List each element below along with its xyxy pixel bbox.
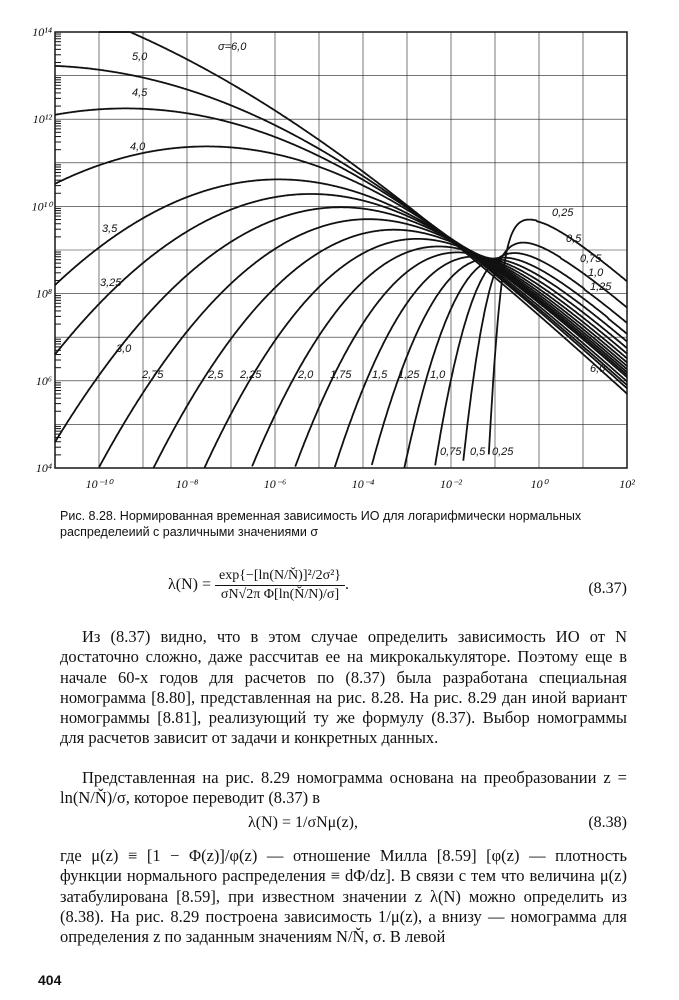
- eq1-numerator: exp{−[ln(N/Ň)]²/2σ²}: [215, 568, 345, 586]
- y-tick-label: 10⁸: [35, 286, 52, 301]
- eq1-number: (8.37): [588, 580, 627, 597]
- curve-3,5: [55, 179, 627, 377]
- curve-label: 1,0: [588, 267, 604, 279]
- y-tick-label: 10¹⁴: [32, 25, 52, 39]
- x-tick-label: 10²: [619, 477, 635, 491]
- curve-label: 1,25: [590, 281, 612, 293]
- curve-label: 0,5: [566, 233, 582, 245]
- curve-label: 2,0: [298, 369, 314, 381]
- page-number: 404: [38, 972, 62, 988]
- curve-3,0: [55, 207, 627, 442]
- chart-labels: [100, 41, 612, 458]
- chart-ticks: [32, 25, 636, 491]
- curve-label: 1,25: [398, 369, 420, 381]
- curve-label: σ=6,0: [218, 41, 247, 53]
- curve-label: 3,5: [102, 223, 118, 235]
- eq2-number: (8.38): [588, 814, 627, 831]
- curve-label: 0,25: [552, 207, 574, 219]
- curve-5,0: [55, 66, 627, 388]
- equation-8-37: [168, 568, 349, 603]
- eq1-tail: .: [345, 576, 350, 594]
- paragraph-1: Из (8.37) видно, что в этом случае определить зависимость ИО от N достаточно сложно, даже рассчитав ее на микрокалькуляторе. Поэтому еще в начале 60-х годов для расчетов по (8.37) была разработана специальная номограмма [8.80], представленная на рис. 8.28. На рис. 8.29 дан иной вариант номограммы [8.81], реализующий ту же формулу (8.37). Выбор номограммы для расчетов зависит от задачи и конкретных данных.: [60, 627, 627, 748]
- curve-label: 0,75: [440, 446, 462, 458]
- curve-label: 1,75: [330, 369, 352, 381]
- curve-label: 1,0: [430, 369, 446, 381]
- curve-label: 3,25: [100, 277, 122, 289]
- x-tick-label: 10⁻⁶: [263, 477, 287, 491]
- x-tick-label: 10⁻¹⁰: [85, 477, 113, 491]
- x-tick-label: 10⁻⁸: [175, 477, 199, 491]
- curve-1,25: [372, 258, 627, 465]
- curve-label: 4,5: [132, 87, 148, 99]
- figure-caption: Рис. 8.28. Нормированная временная зависимость ИО для логарифмически нормальных распределеиий с различными значениями σ: [60, 509, 582, 539]
- curve-label: 0,75: [580, 253, 602, 265]
- y-tick-label: 10¹⁰: [31, 199, 52, 214]
- curve-label: 2,5: [208, 369, 224, 381]
- y-tick-label: 10⁶: [35, 373, 52, 388]
- x-tick-label: 10⁻⁴: [351, 477, 375, 491]
- curve-2,5: [154, 230, 627, 468]
- curve-label: 0,25: [492, 446, 514, 458]
- eq1-lhs: λ(N) =: [168, 576, 211, 594]
- curve-label: 3,0: [116, 343, 132, 355]
- curve-label: 6,0: [590, 363, 606, 375]
- x-tick-label: 10⁻²: [440, 477, 462, 491]
- curve-label: 5,0: [132, 51, 148, 63]
- curve-label: 2,75: [142, 369, 164, 381]
- curve-label: 1,5: [372, 369, 388, 381]
- x-tick-label: 10⁰: [530, 477, 548, 491]
- eq1-denominator: σN√2π Φ[ln(Ň/N)/σ]: [220, 587, 340, 602]
- paragraph-2: Представленная на рис. 8.29 номограмма основана на преобразовании z = ln(N/Ň)/σ, которое переводит (8.37) в: [60, 768, 627, 808]
- eq1-fraction: [215, 568, 345, 603]
- y-tick-label: 10⁴: [35, 461, 52, 475]
- y-tick-label: 10¹²: [32, 112, 52, 127]
- curve-label: 2,25: [240, 369, 262, 381]
- equation-8-38: λ(N) = 1/σNμ(z),: [248, 814, 358, 831]
- paragraph-3: где μ(z) ≡ [1 − Φ(z)]/φ(z) — отношение Милла [8.59] [φ(z) — плотность функции нормального распределения ≡ dΦ/dz]. В связи с тем что величина μ(z) затабулирована [8.59], при известном значении z λ(N) можно определить из (8.38). На рис. 8.29 построена зависимость 1/μ(z), а внизу — номограмма для определения z по заданным значениям N/Ň, σ. В левой: [60, 846, 627, 947]
- curve-label: 4,0: [130, 141, 146, 153]
- curve-label: 0,5: [470, 446, 486, 458]
